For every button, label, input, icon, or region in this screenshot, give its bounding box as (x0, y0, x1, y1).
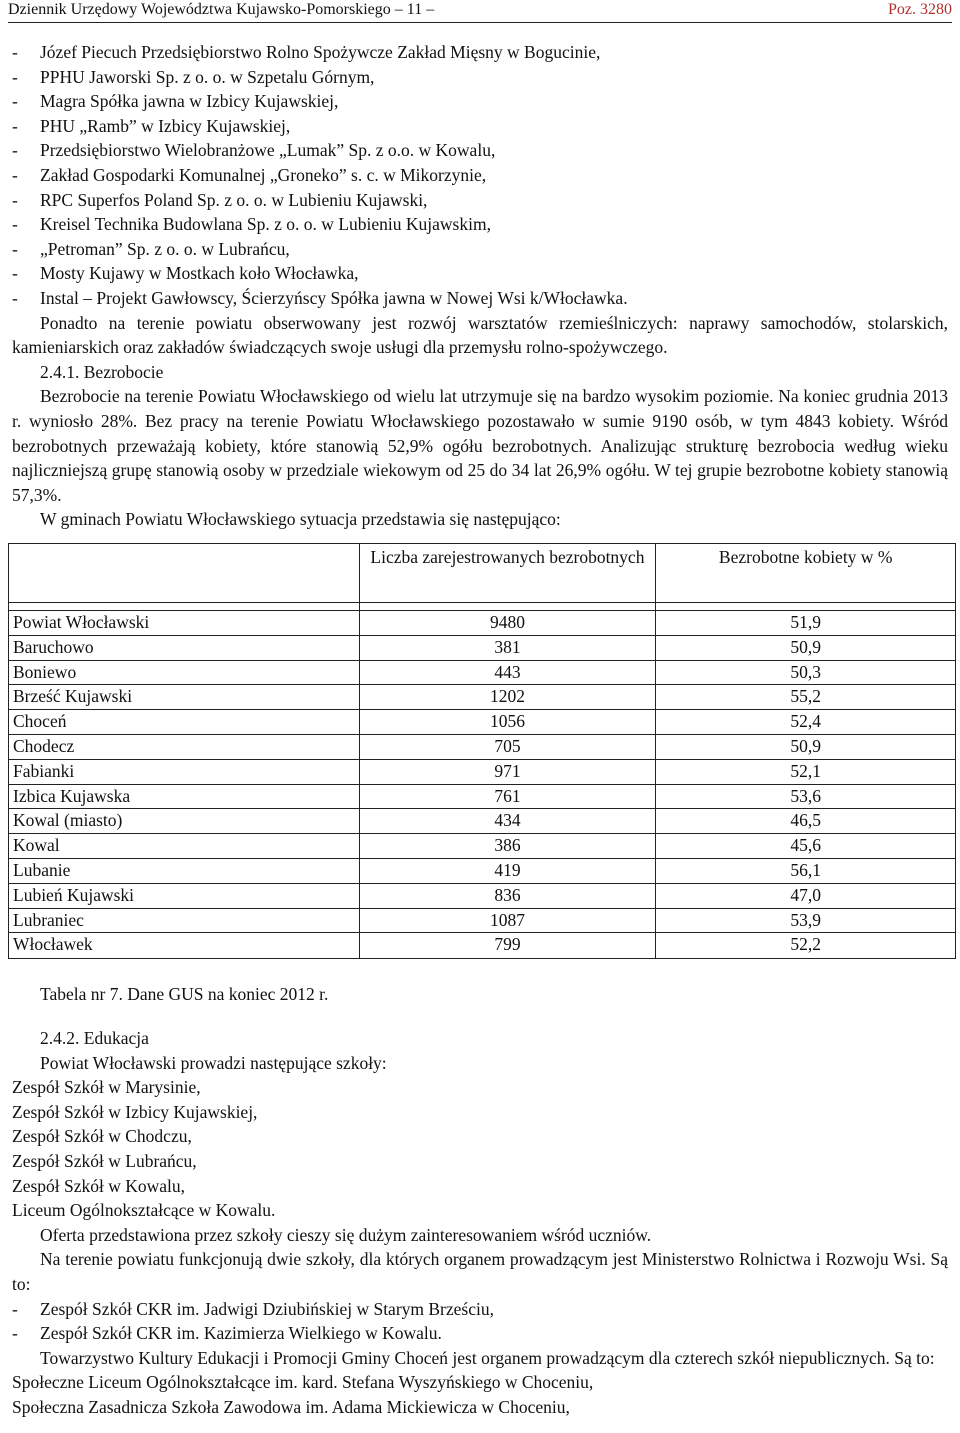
list-item: - Kreisel Technika Budowlana Sp. z o. o. w Lubieniu Kujawskim, (12, 214, 491, 235)
list-item: - „Petroman” Sp. z o. o. w Lubrańcu, (12, 238, 290, 259)
cell-count: 836 (359, 883, 656, 908)
cell-count: 381 (359, 635, 656, 660)
list-item: - Zakład Gospodarki Komunalnej „Groneko” s. c. w Mikorzynie, (12, 164, 487, 185)
cell-women-pct: 51,9 (656, 611, 956, 636)
list-item: Zespół Szkół w Marysinie, (12, 1077, 201, 1098)
cell-count: 1087 (359, 908, 656, 933)
table-row (9, 809, 956, 834)
paragraph-craft: Ponadto na terenie powiatu obserwowany jest rozwój warsztatów rzemieślniczych: naprawy samochodów, stolarskich, kamieniarskich oraz zakładów świadczących swoje usługi dla przemysłu rolno-spożywczego. (12, 312, 948, 358)
unemployment-table (8, 543, 956, 959)
cell-gmina: Lubień Kujawski (9, 883, 360, 908)
list-item: - Zespół Szkół CKR im. Kazimierza Wielkiego w Kowalu. (12, 1323, 442, 1344)
table-caption: Tabela nr 7. Dane GUS na koniec 2012 r. (40, 984, 329, 1004)
table-spacer-row (9, 603, 956, 611)
table-header-row (9, 544, 956, 603)
list-item: Liceum Ogólnokształcące w Kowalu. (12, 1200, 276, 1221)
cell-gmina: Chodecz (9, 734, 360, 759)
table-row (9, 734, 956, 759)
column-header-count: Liczba zarejestrowanych bezrobotnych (359, 544, 656, 603)
cell-count: 705 (359, 734, 656, 759)
table-row (9, 858, 956, 883)
ministry-schools-list (12, 1297, 948, 1346)
cell-gmina: Fabianki (9, 759, 360, 784)
list-item: Zespół Szkół w Izbicy Kujawskiej, (12, 1101, 258, 1122)
cell-count: 9480 (359, 611, 656, 636)
schools-list (12, 1075, 948, 1223)
table-row (9, 710, 956, 735)
table-row (9, 933, 956, 959)
list-item: - Instal – Projekt Gawłowscy, Ścierzyńscy Spółka jawna w Nowej Wsi k/Włocławka. (12, 287, 628, 308)
position-number: Poz. 3280 (888, 1, 952, 18)
list-item: Społeczne Liceum Ogólnokształcące im. kard. Stefana Wyszyńskiego w Choceniu, (12, 1372, 594, 1393)
list-item: Zespół Szkół w Lubrańcu, (12, 1150, 197, 1171)
cell-gmina: Izbica Kujawska (9, 784, 360, 809)
section-heading-education: 2.4.2. Edukacja (40, 1028, 149, 1048)
cell-women-pct: 53,9 (656, 908, 956, 933)
cell-gmina: Lubanie (9, 858, 360, 883)
cell-gmina: Choceń (9, 710, 360, 735)
cell-gmina: Lubraniec (9, 908, 360, 933)
list-item: - RPC Superfos Poland Sp. z o. o. w Lubieniu Kujawski, (12, 189, 428, 210)
table-row (9, 635, 956, 660)
cell-women-pct: 50,3 (656, 660, 956, 685)
cell-women-pct: 52,2 (656, 933, 956, 959)
cell-count: 419 (359, 858, 656, 883)
cell-count: 1056 (359, 710, 656, 735)
paragraph-gminy: W gminach Powiatu Włocławskiego sytuacja przedstawia się następująco: (40, 509, 561, 530)
paragraph-unemployment: Bezrobocie na terenie Powiatu Włocławskiego od wielu lat utrzymuje się na bardzo wysokim poziomie. Na koniec grudnia 2013 r. wyniosło 28%. Bez pracy na terenie Powiatu Włocławskiego pozostawało w sumie 9190 osób, w tym 4843 kobiety. Wśród bezrobotnych przeważają kobiety, które stanowią 52,9% ogółu bezrobotnych. Analizując strukturę bezrobocia według wieku najliczniejszą grupę stanowią osoby w przedziale wiekowym od 25 do 34 lat 26,9% ogółu. W tej grupie bezrobotne kobiety stanowią 57,3%. (12, 386, 948, 505)
list-item: Zespół Szkół w Kowalu, (12, 1175, 186, 1196)
cell-gmina: Baruchowo (9, 635, 360, 660)
cell-women-pct: 46,5 (656, 809, 956, 834)
cell-gmina: Kowal (miasto) (9, 809, 360, 834)
list-item: - Józef Piecuch Przedsiębiorstwo Rolno Spożywcze Zakład Mięsny w Bogucinie, (12, 42, 601, 62)
list-item: - Zespół Szkół CKR im. Jadwigi Dziubińskiej w Starym Brześciu, (12, 1298, 494, 1319)
cell-gmina: Brześć Kujawski (9, 685, 360, 710)
table-row (9, 834, 956, 859)
table-row (9, 660, 956, 685)
cell-count: 971 (359, 759, 656, 784)
cell-count: 799 (359, 933, 656, 959)
page-header (8, 0, 952, 23)
company-list (12, 40, 948, 311)
column-header-women: Bezrobotne kobiety w % (656, 544, 956, 603)
education-section (12, 1026, 948, 1420)
table-row (9, 883, 956, 908)
cell-women-pct: 52,4 (656, 710, 956, 735)
cell-women-pct: 56,1 (656, 858, 956, 883)
cell-gmina: Kowal (9, 834, 360, 859)
paragraph-schools-intro: Powiat Włocławski prowadzi następujące szkoły: (40, 1052, 387, 1073)
column-header-gmina (9, 544, 360, 603)
paragraph-offer: Oferta przedstawiona przez szkoły cieszy się dużym zainteresowaniem wśród uczniów. (40, 1224, 652, 1245)
cell-gmina: Włocławek (9, 933, 360, 959)
cell-count: 1202 (359, 685, 656, 710)
cell-women-pct: 50,9 (656, 635, 956, 660)
cell-women-pct: 53,6 (656, 784, 956, 809)
cell-count: 443 (359, 660, 656, 685)
list-item: Społeczna Zasadnicza Szkoła Zawodowa im. Adama Mickiewicza w Choceniu, (12, 1396, 570, 1417)
cell-count: 434 (359, 809, 656, 834)
table-row (9, 784, 956, 809)
paragraph-ministry: Na terenie powiatu funkcjonują dwie szkoły, dla których organem prowadzącym jest Ministerstwo Rolnictwa i Rozwoju Wsi. Są to: (12, 1249, 948, 1294)
cell-women-pct: 55,2 (656, 685, 956, 710)
document-body (12, 40, 948, 532)
cell-women-pct: 47,0 (656, 883, 956, 908)
list-item: - PHU „Ramb” w Izbicy Kujawskiej, (12, 115, 291, 136)
table-row (9, 759, 956, 784)
list-item: - Magra Spółka jawna w Izbicy Kujawskiej, (12, 91, 339, 112)
table-row (9, 685, 956, 710)
cell-gmina: Powiat Włocławski (9, 611, 360, 636)
list-item: - Mosty Kujawy w Mostkach koło Włocławka, (12, 263, 359, 284)
journal-title: Dziennik Urzędowy Województwa Kujawsko-Pomorskiego – 11 – (8, 1, 435, 18)
cell-women-pct: 52,1 (656, 759, 956, 784)
cell-count: 761 (359, 784, 656, 809)
society-schools-list (12, 1370, 948, 1419)
table-row (9, 908, 956, 933)
cell-gmina: Boniewo (9, 660, 360, 685)
list-item: - PPHU Jaworski Sp. z o. o. w Szpetalu Górnym, (12, 66, 375, 87)
paragraph-society: Towarzystwo Kultury Edukacji i Promocji Gminy Choceń jest organem prowadzącym dla czterech szkół niepublicznych. Są to: (40, 1347, 935, 1368)
cell-women-pct: 45,6 (656, 834, 956, 859)
list-item: Zespół Szkół w Chodczu, (12, 1126, 192, 1147)
list-item: - Przedsiębiorstwo Wielobranżowe „Lumak” Sp. z o.o. w Kowalu, (12, 140, 496, 161)
cell-count: 386 (359, 834, 656, 859)
section-heading-unemployment: 2.4.1. Bezrobocie (40, 361, 164, 382)
cell-women-pct: 50,9 (656, 734, 956, 759)
table-body (9, 611, 956, 959)
table-row (9, 611, 956, 636)
